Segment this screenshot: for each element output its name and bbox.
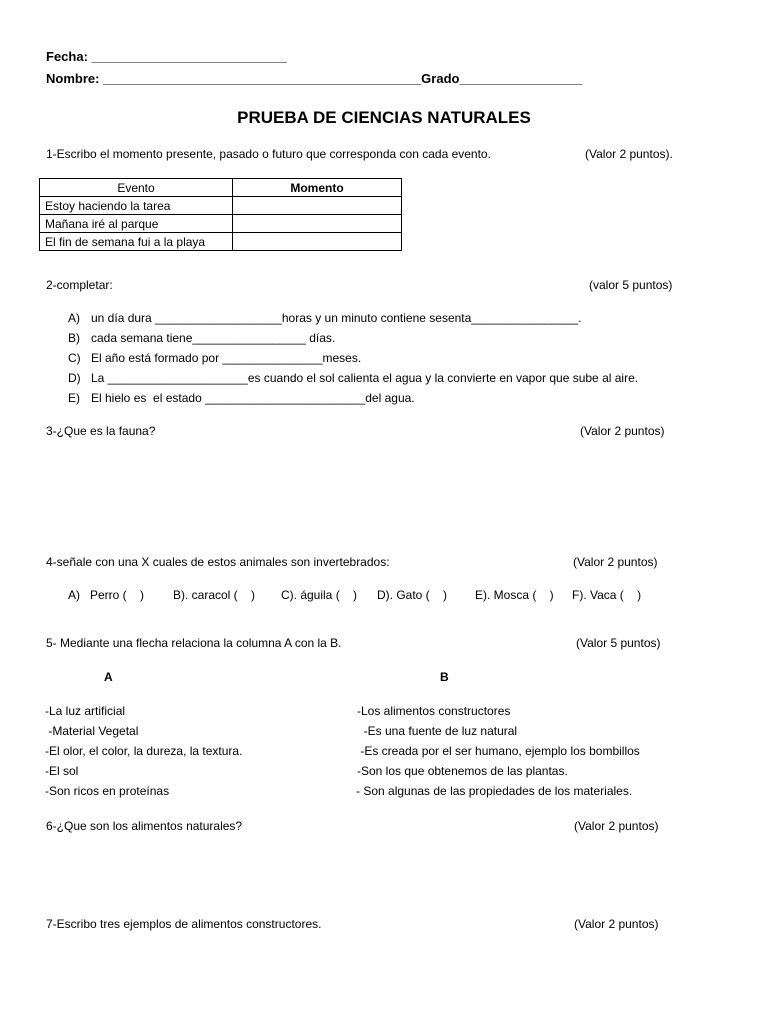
- question-7-text: 7-Escribo tres ejemplos de alimentos constructores.: [46, 917, 322, 931]
- list-item: un día dura ___________________horas y un minuto contiene sesenta________________.: [91, 311, 582, 325]
- column-a-item: -El olor, el color, la dureza, la textura.: [45, 744, 243, 758]
- list-item: El hielo es el estado ________________________del agua.: [91, 391, 415, 405]
- option-c: C). águila ( ): [281, 588, 358, 602]
- page-title: PRUEBA DE CIENCIAS NATURALES: [237, 108, 531, 127]
- question-2-value: (valor 5 puntos): [589, 278, 673, 292]
- list-item-letter: B): [68, 331, 80, 345]
- question-2-text: 2-completar:: [46, 278, 113, 292]
- option-d: D). Gato ( ): [377, 588, 448, 602]
- table-row: [40, 233, 402, 251]
- column-a-title: A: [104, 670, 113, 684]
- question-5-text: 5- Mediante una flecha relaciona la columna A con la B.: [46, 636, 342, 650]
- option-b: B). caracol ( ): [173, 588, 256, 602]
- question-3-value: (Valor 2 puntos): [580, 424, 665, 438]
- question-3-text: 3-¿Que es la fauna?: [46, 424, 156, 438]
- list-item-letter: E): [68, 391, 80, 405]
- table-header-momento: Momento: [233, 179, 402, 197]
- table-cell-moment: [233, 233, 402, 251]
- table-cell-moment: [233, 215, 402, 233]
- question-1-text: 1-Escribo el momento presente, pasado o futuro que corresponda con cada evento.: [46, 147, 491, 161]
- option-e: E). Mosca ( ): [475, 588, 554, 602]
- column-a-item: -El sol: [45, 764, 79, 778]
- column-b-title: B: [440, 670, 449, 684]
- column-a-item: -La luz artificial: [45, 704, 126, 718]
- question-6-text: 6-¿Que son los alimentos naturales?: [46, 819, 243, 833]
- table-cell-event: Mañana iré al parque: [40, 215, 233, 233]
- date-field: Fecha: ___________________________: [46, 49, 287, 64]
- column-b-item: -Es una fuente de luz natural: [357, 724, 518, 738]
- table-cell-moment: [233, 197, 402, 215]
- column-b-item: - Son algunas de las propiedades de los materiales.: [356, 784, 633, 798]
- option-f: F). Vaca ( ): [572, 588, 642, 602]
- list-item: cada semana tiene_________________ días.: [91, 331, 336, 345]
- question-4-text: 4-señale con una X cuales de estos animales son invertebrados:: [46, 555, 390, 569]
- column-b-item: -Los alimentos constructores: [357, 704, 511, 718]
- table-cell-event: El fin de semana fui a la playa: [40, 233, 233, 251]
- list-item: La _____________________es cuando el sol calienta el agua y la convierte en vapor que sube al aire.: [91, 371, 639, 385]
- table-header-row: [40, 179, 402, 197]
- column-b-item: -Son los que obtenemos de las plantas.: [357, 764, 568, 778]
- question-4-value: (Valor 2 puntos): [573, 555, 658, 569]
- list-item-letter: A): [68, 311, 80, 325]
- list-item: El año está formado por _______________meses.: [91, 351, 362, 365]
- table-row: [40, 215, 402, 233]
- question-5-value: (Valor 5 puntos): [576, 636, 661, 650]
- column-a-item: -Son ricos en proteínas: [45, 784, 170, 798]
- table-header-evento: Evento: [40, 179, 233, 197]
- option-a: A) Perro ( ): [68, 588, 145, 602]
- list-item-letter: C): [68, 351, 81, 365]
- events-table: [39, 178, 402, 251]
- question-6-value: (Valor 2 puntos): [574, 819, 659, 833]
- question-1-value: (Valor 2 puntos).: [585, 147, 673, 161]
- column-a-item: -Material Vegetal: [45, 724, 139, 738]
- table-row: [40, 197, 402, 215]
- table-cell-event: Estoy haciendo la tarea: [40, 197, 233, 215]
- question-7-value: (Valor 2 puntos): [574, 917, 659, 931]
- name-grade-field: Nombre: ____________________________________________Grado_________________: [46, 71, 583, 86]
- list-item-letter: D): [68, 371, 81, 385]
- column-b-item: -Es creada por el ser humano, ejemplo los bombillos: [357, 744, 640, 758]
